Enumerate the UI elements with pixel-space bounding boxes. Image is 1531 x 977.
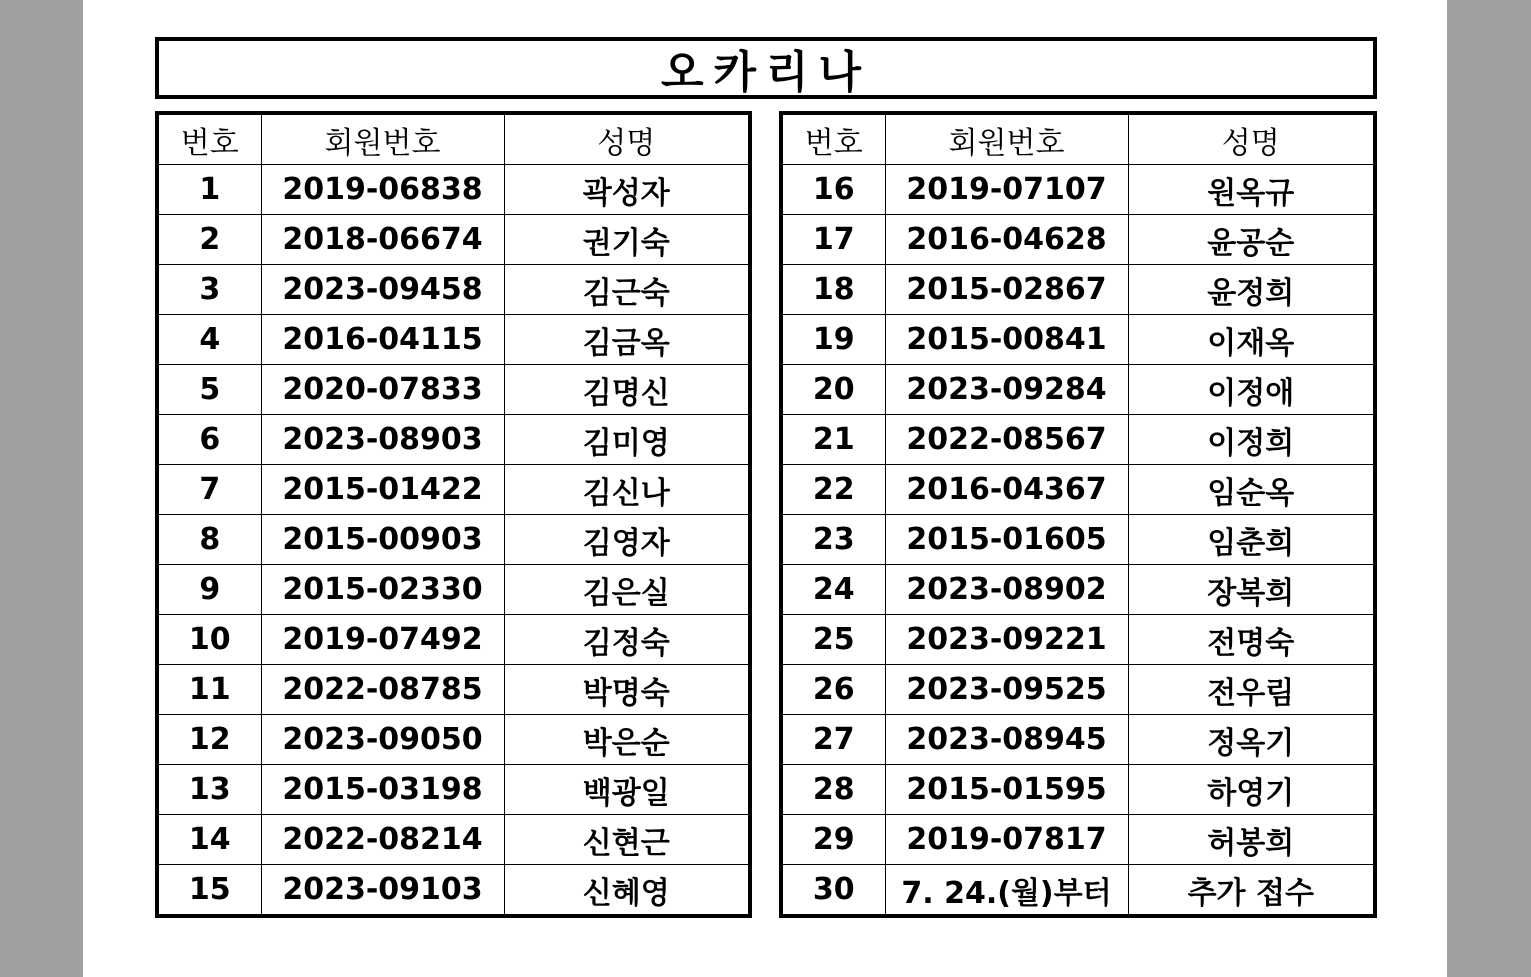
cell-number: 6 [157, 415, 261, 465]
cell-member-id: 2015-00841 [885, 315, 1128, 365]
cell-member-id: 2022-08567 [885, 415, 1128, 465]
header-number: 번호 [157, 113, 261, 165]
cell-number: 14 [157, 815, 261, 865]
table-row [781, 415, 1375, 465]
table-row [157, 715, 750, 765]
cell-member-id: 2022-08214 [261, 815, 504, 865]
roster-body-left [157, 165, 750, 917]
cell-member-id: 2015-00903 [261, 515, 504, 565]
cell-name: 김영자 [504, 515, 750, 565]
table-row [781, 865, 1375, 917]
cell-member-id: 2023-08902 [885, 565, 1128, 615]
table-row [157, 215, 750, 265]
cell-name: 박명숙 [504, 665, 750, 715]
cell-member-id: 2023-09284 [885, 365, 1128, 415]
cell-number: 16 [781, 165, 885, 215]
cell-name: 하영기 [1128, 765, 1375, 815]
cell-number: 5 [157, 365, 261, 415]
cell-member-id: 2016-04367 [885, 465, 1128, 515]
table-row [781, 715, 1375, 765]
cell-number: 19 [781, 315, 885, 365]
cell-member-id: 2015-02867 [885, 265, 1128, 315]
cell-name: 장복희 [1128, 565, 1375, 615]
cell-member-id: 7. 24.(월)부터 [885, 865, 1128, 917]
cell-name: 김은실 [504, 565, 750, 615]
cell-number: 22 [781, 465, 885, 515]
cell-number: 8 [157, 515, 261, 565]
header-row [781, 113, 1375, 165]
cell-name: 임순옥 [1128, 465, 1375, 515]
table-row [157, 815, 750, 865]
cell-name: 김신나 [504, 465, 750, 515]
document-title: 오카리나 [155, 37, 1377, 99]
table-row [781, 265, 1375, 315]
cell-member-id: 2020-07833 [261, 365, 504, 415]
table-row [157, 565, 750, 615]
cell-name: 임춘희 [1128, 515, 1375, 565]
cell-number: 24 [781, 565, 885, 615]
cell-name: 정옥기 [1128, 715, 1375, 765]
header-member-id: 회원번호 [885, 113, 1128, 165]
table-row [781, 215, 1375, 265]
cell-member-id: 2019-07817 [885, 815, 1128, 865]
table-row [781, 515, 1375, 565]
table-row [781, 765, 1375, 815]
cell-member-id: 2019-07107 [885, 165, 1128, 215]
cell-name: 박은순 [504, 715, 750, 765]
cell-member-id: 2023-08945 [885, 715, 1128, 765]
table-row [781, 565, 1375, 615]
cell-number: 12 [157, 715, 261, 765]
table-row [781, 365, 1375, 415]
cell-number: 11 [157, 665, 261, 715]
cell-name: 김금옥 [504, 315, 750, 365]
cell-name: 이정희 [1128, 415, 1375, 465]
cell-member-id: 2015-01422 [261, 465, 504, 515]
cell-member-id: 2018-06674 [261, 215, 504, 265]
cell-name: 이정애 [1128, 365, 1375, 415]
cell-number: 20 [781, 365, 885, 415]
cell-member-id: 2015-02330 [261, 565, 504, 615]
cell-number: 3 [157, 265, 261, 315]
cell-name: 김근숙 [504, 265, 750, 315]
cell-number: 17 [781, 215, 885, 265]
cell-name: 김정숙 [504, 615, 750, 665]
cell-name: 허봉희 [1128, 815, 1375, 865]
cell-number: 9 [157, 565, 261, 615]
cell-member-id: 2016-04628 [885, 215, 1128, 265]
cell-number: 1 [157, 165, 261, 215]
document-page [83, 0, 1447, 977]
header-name: 성명 [504, 113, 750, 165]
cell-member-id: 2015-01605 [885, 515, 1128, 565]
cell-number: 29 [781, 815, 885, 865]
cell-name: 백광일 [504, 765, 750, 815]
table-row [157, 615, 750, 665]
cell-member-id: 2015-03198 [261, 765, 504, 815]
table-row [781, 315, 1375, 365]
table-row [157, 515, 750, 565]
cell-number: 10 [157, 615, 261, 665]
cell-member-id: 2015-01595 [885, 765, 1128, 815]
cell-name: 윤공순 [1128, 215, 1375, 265]
table-row [781, 465, 1375, 515]
cell-number: 18 [781, 265, 885, 315]
cell-member-id: 2019-06838 [261, 165, 504, 215]
roster-table-right [779, 111, 1377, 918]
cell-name: 원옥규 [1128, 165, 1375, 215]
table-row [157, 265, 750, 315]
cell-number: 2 [157, 215, 261, 265]
cell-name: 신현근 [504, 815, 750, 865]
cell-member-id: 2022-08785 [261, 665, 504, 715]
cell-member-id: 2023-08903 [261, 415, 504, 465]
header-member-id: 회원번호 [261, 113, 504, 165]
cell-number: 23 [781, 515, 885, 565]
cell-number: 21 [781, 415, 885, 465]
cell-number: 13 [157, 765, 261, 815]
roster-body-right [781, 165, 1375, 917]
cell-member-id: 2023-09525 [885, 665, 1128, 715]
cell-member-id: 2023-09221 [885, 615, 1128, 665]
table-row [157, 165, 750, 215]
table-row [781, 665, 1375, 715]
cell-number: 28 [781, 765, 885, 815]
header-row [157, 113, 750, 165]
table-row [157, 665, 750, 715]
cell-number: 25 [781, 615, 885, 665]
cell-number: 27 [781, 715, 885, 765]
cell-name: 신혜영 [504, 865, 750, 917]
table-row [157, 415, 750, 465]
cell-name: 권기숙 [504, 215, 750, 265]
cell-member-id: 2019-07492 [261, 615, 504, 665]
cell-name: 전명숙 [1128, 615, 1375, 665]
cell-number: 30 [781, 865, 885, 917]
cell-name: 김미영 [504, 415, 750, 465]
cell-name: 곽성자 [504, 165, 750, 215]
table-row [157, 365, 750, 415]
table-row [781, 815, 1375, 865]
cell-member-id: 2016-04115 [261, 315, 504, 365]
cell-name: 이재옥 [1128, 315, 1375, 365]
cell-name: 윤정희 [1128, 265, 1375, 315]
table-row [157, 465, 750, 515]
table-row [781, 615, 1375, 665]
table-row [157, 765, 750, 815]
header-name: 성명 [1128, 113, 1375, 165]
table-row [781, 165, 1375, 215]
cell-number: 15 [157, 865, 261, 917]
cell-number: 4 [157, 315, 261, 365]
cell-name: 추가 접수 [1128, 865, 1375, 917]
roster-table-left [155, 111, 752, 918]
cell-number: 26 [781, 665, 885, 715]
cell-member-id: 2023-09103 [261, 865, 504, 917]
header-number: 번호 [781, 113, 885, 165]
cell-name: 전우림 [1128, 665, 1375, 715]
table-row [157, 865, 750, 917]
cell-number: 7 [157, 465, 261, 515]
table-row [157, 315, 750, 365]
cell-member-id: 2023-09458 [261, 265, 504, 315]
cell-member-id: 2023-09050 [261, 715, 504, 765]
cell-name: 김명신 [504, 365, 750, 415]
